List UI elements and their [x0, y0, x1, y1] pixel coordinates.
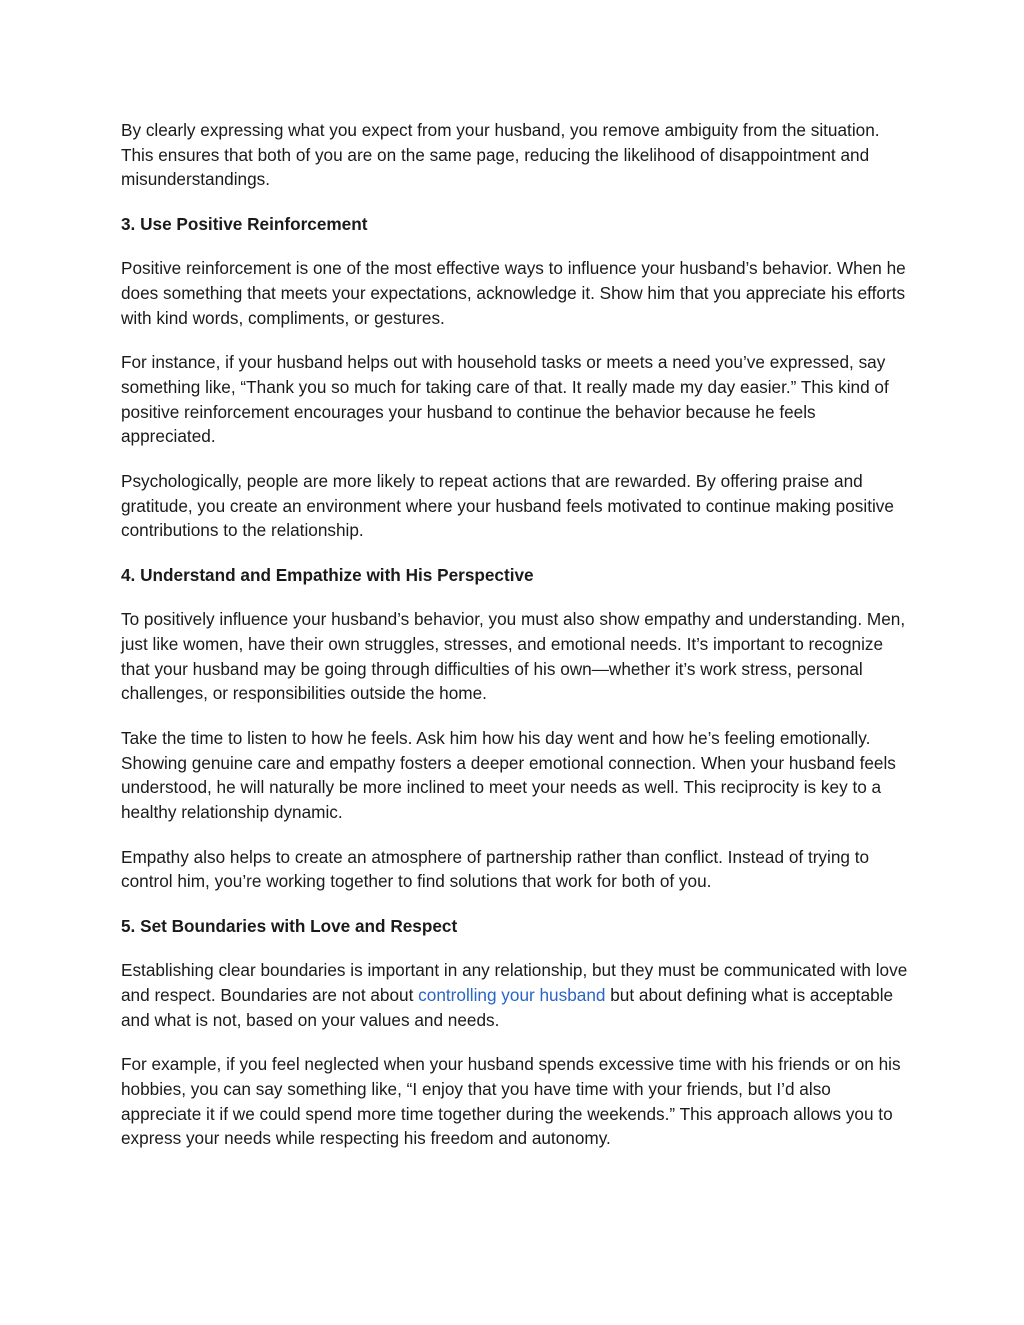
paragraph-example-thank-you: For instance, if your husband helps out with household tasks or meets a need you’ve expressed, say something like, “Thank you so much for taking care of that. It really made my day easier.” This kind of positive reinforcement encourages your husband to continue the behavior because he feels appreciated. [121, 352, 889, 447]
paragraph-boundaries-text-before: Establishing clear boundaries is important in any relationship, but they must be communicated with love and respect. Boundaries are not about [121, 960, 908, 1005]
section-heading-positive-reinforcement: 3. Use Positive Reinforcement [121, 213, 368, 234]
paragraph-example-weekends: For example, if you feel neglected when your husband spends excessive time with his friends or on his hobbies, you can say something like, “I enjoy that you have time with your friends, but I’d also appreciate it if we could spend more time together during the weekends.” This approach allows you to express your needs while respecting his freedom and autonomy. [121, 1054, 901, 1149]
section-heading-empathize: 4. Understand and Empathize with His Perspective [121, 564, 534, 585]
paragraph-expectations-clarity: By clearly expressing what you expect from your husband, you remove ambiguity from the situation. This ensures that both of you are on the same page, reducing the likelihood of disappointment and misunderstandings. [121, 120, 880, 190]
paragraph-positive-reinforcement: Positive reinforcement is one of the most effective ways to influence your husband’s behavior. When he does something that meets your expectations, acknowledge it. Show him that you appreciate his efforts with kind words, compliments, or gestures. [121, 258, 906, 328]
paragraph-empathy-understanding: To positively influence your husband’s behavior, you must also show empathy and understanding. Men, just like women, have their own struggles, stresses, and emotional needs. It’s important to recognize that your husband may be going through difficulties of his own—whether it’s work stress, personal challenges, or responsibilities outside the home. [121, 609, 906, 704]
paragraph-listen-feelings: Take the time to listen to how he feels. Ask him how his day went and how he’s feeling emotionally. Showing genuine care and empathy fosters a deeper emotional connection. When your husband feels understood, he will naturally be more inclined to meet your needs as well. This reciprocity is key to a healthy relationship dynamic. [121, 727, 896, 823]
controlling-husband-link[interactable]: controlling your husband [418, 984, 606, 1005]
document-page [121, 118, 911, 1171]
paragraph-psychology-rewards: Psychologically, people are more likely to repeat actions that are rewarded. By offering praise and gratitude, you create an environment where your husband feels motivated to continue making positive contributions to the relationship. [121, 470, 894, 541]
paragraph-partnership: Empathy also helps to create an atmosphere of partnership rather than conflict. Instead of trying to control him, you’re working together to find solutions that work for both of you. [121, 846, 870, 892]
paragraph-boundaries [121, 958, 911, 1032]
section-heading-boundaries: 5. Set Boundaries with Love and Respect [121, 915, 458, 936]
paragraph-boundaries-text-after: but about defining what is acceptable and what is not, based on your values and needs. [121, 984, 894, 1030]
